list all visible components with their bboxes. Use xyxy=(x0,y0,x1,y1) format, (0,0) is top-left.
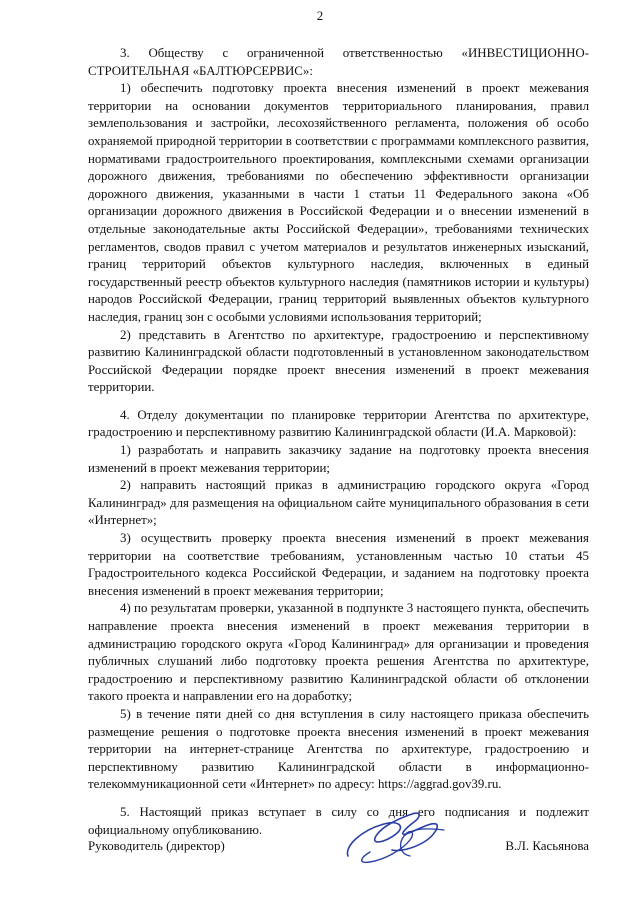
signature-stroke-main xyxy=(347,813,437,856)
signature-row xyxy=(88,838,589,858)
signature-stroke-tail xyxy=(404,829,444,836)
paragraph-4-4: 4) по результатам проверки, указанной в подпункте 3 настоящего пункта, обеспечить направление проекта внесения изменений в проект межевания территории в администрацию городского округа «Город Калининград» для организации и проведения публичных слушаний либо подготовку проекта решения Агентства по архитектуре, градостроению и перспективному развитию Калининградской области об отклонении такого проекта и направлении его на доработку; xyxy=(88,601,589,704)
page-number: 2 xyxy=(316,9,324,23)
paragraph-3: 3. Обществу с ограниченной ответственностью «ИНВЕСТИЦИОННО-СТРОИТЕЛЬНАЯ «БАЛТЮРСЕРВИС»: xyxy=(88,46,589,78)
handwritten-signature xyxy=(340,806,450,868)
document-body xyxy=(88,45,589,839)
paragraph-4: 4. Отделу документации по планировке территории Агентства по архитектуре, градостроению и перспективному развитию Калининградской области (И.А. Марковой): xyxy=(88,407,589,440)
paragraph-4-2: 2) направить настоящий приказ в администрацию городского округа «Город Калининград» для размещения на официальном сайте муниципального образования в сети «Интернет»; xyxy=(88,478,589,528)
paragraph-5: 5. Настоящий приказ вступает в силу со дня его подписания и подлежит официальному опубликованию. xyxy=(88,804,589,837)
signature-stroke-loop xyxy=(362,832,413,863)
paragraph-4-3: 3) осуществить проверку проекта внесения изменений в проект межевания территории на соответствие требованиям, установленным частью 10 статьи 45 Градостроительного кодекса Российской Федерации, и заданием на подготовку проекта внесения изменений в проект межевания территории; xyxy=(88,531,589,598)
paragraph-3-2: 2) представить в Агентство по архитектуре, градостроению и перспективному развитию Калининградской области подготовленный в установленном законодательством Российской Федерации порядке проект внесения изменений в проект межевания территории. xyxy=(88,327,589,395)
paragraph-4-5: 5) в течение пяти дней со дня вступления в силу настоящего приказа обеспечить размещение решения о подготовке проекта внесения изменений в проект межевания территории на интернет-странице Агентства по архитектуре, градостроению и перспективному развитию Калининградской области в информационно-телекоммуникационной сети «Интернет» по адресу: https://aggrad.gov39.ru. xyxy=(88,706,589,792)
signatory-name: В.Л. Касьянова xyxy=(505,839,589,853)
signatory-title: Руководитель (директор) xyxy=(88,839,225,853)
paragraph-4-1: 1) разработать и направить заказчику задание на подготовку проекта внесения изменений в проект межевания территории; xyxy=(88,443,589,475)
paragraph-3-1: 1) обеспечить подготовку проекта внесения изменений в проект межевания территории на основании документов территориального планирования, правил землепользования и застройки, лесохозяйственного регламента, положения об особо охраняемой природной территории в соответствии с программами комплексного развития, нормативами градостроительного проектирования, комплексными схемами организации дорожного движения, требованиями по обеспечению эффективности организации дорожного движения, указанными в части 1 статьи 11 Федерального закона «Об организации дорожного движения в Российской Федерации и о внесении изменений в отдельные законодательные акты Российской Федерации», требованиями технических регламентов, сводов правил с учетом материалов и результатов инженерных изысканий, границ территорий объектов культурного наследия, включенных в единый государственный реестр объектов культурного наследия (памятников истории и культуры) народов Российской Федерации, границ территорий выявленных объектов культурного наследия, границ зон с особыми условиями использования территорий; xyxy=(88,81,589,324)
